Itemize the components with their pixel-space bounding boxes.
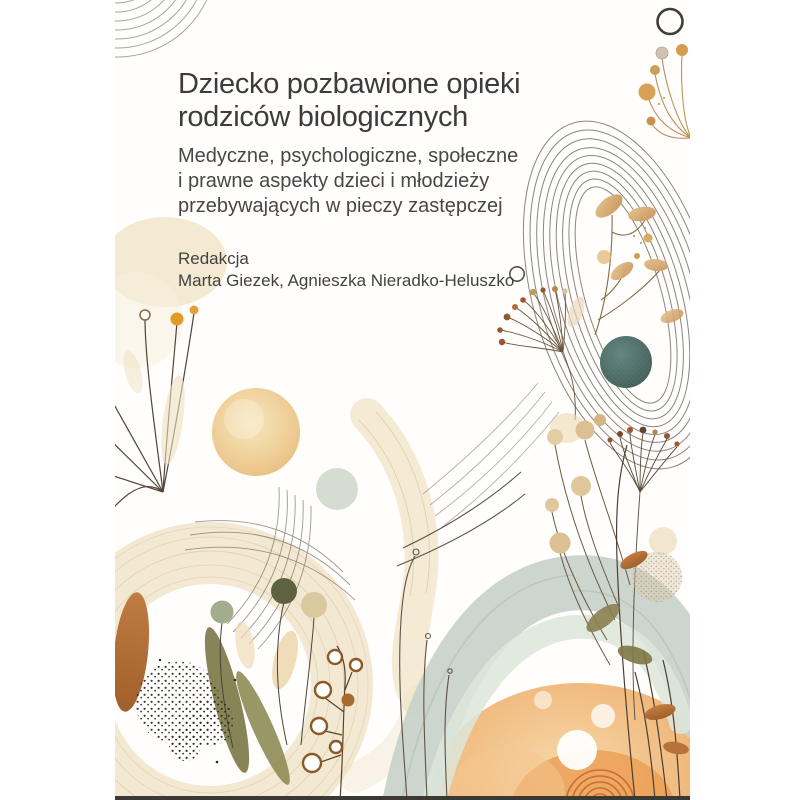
pencil-line-bundle-center [423,383,559,528]
editors-block [178,248,514,292]
book-subtitle-line-3: przebywających w pieczy zastępczej [178,195,503,217]
small-ring-top-right [658,9,683,34]
book-title [178,68,520,134]
book-subtitle-line-2: i prawne aspekty dzieci i młodzieży [178,170,490,192]
umbel-flower-upper [497,286,588,420]
book-cover [115,0,690,800]
book-subtitle-line-1: Medyczne, psychologiczne, społeczne [178,145,519,167]
book-title-line-2: rodziców biologicznych [178,101,468,133]
book-title-line-1: Dziecko pozbawione opieki [178,68,521,100]
book-subtitle [178,144,518,219]
teal-circle [600,336,652,388]
cover-bottom-edge [115,796,690,800]
corner-arc-lines [115,0,216,57]
stippled-circle [632,527,682,602]
gold-sprig-top-right [639,44,691,138]
editors-label: Redakcja [178,249,249,268]
editors-names: Marta Giezek, Agnieszka Nieradko-Heluszko [178,271,515,290]
tan-leaf-branch [591,190,685,335]
